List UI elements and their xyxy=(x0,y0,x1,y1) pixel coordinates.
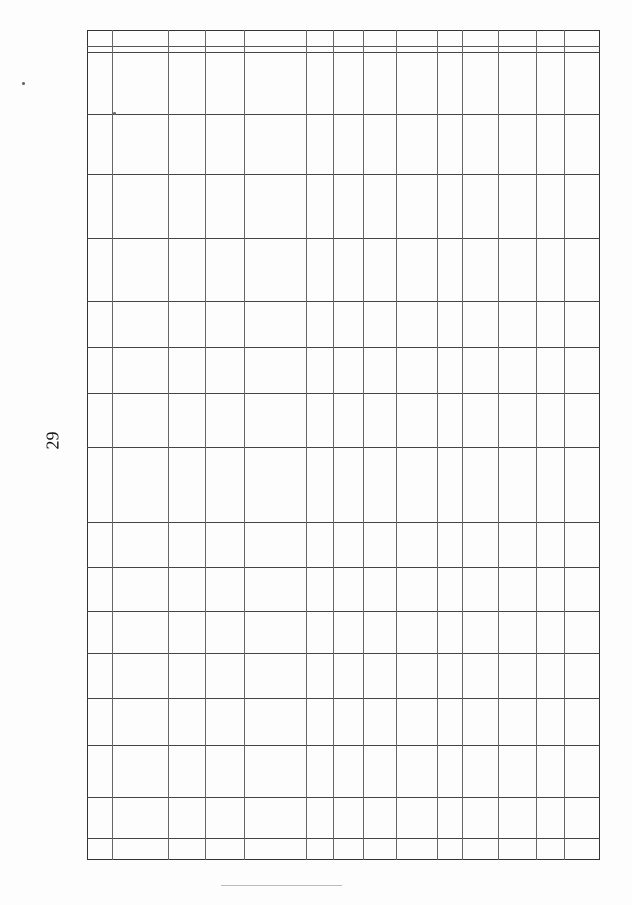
table-column-divider xyxy=(168,30,169,860)
table-row-divider xyxy=(87,611,600,612)
table-row-divider xyxy=(87,52,600,53)
table-column-divider xyxy=(396,30,397,860)
table-row-divider xyxy=(87,797,600,798)
table-column-divider xyxy=(462,30,463,860)
table-row-divider xyxy=(87,745,600,746)
table-column-divider xyxy=(333,30,334,860)
table-column-divider xyxy=(437,30,438,860)
table-row-divider xyxy=(87,838,600,839)
table-row-divider xyxy=(87,347,600,348)
column-number-strip xyxy=(87,30,600,47)
table-row-divider xyxy=(87,698,600,699)
page-number: 29 xyxy=(42,431,63,450)
scan-speck xyxy=(113,112,116,115)
scan-line xyxy=(221,885,342,886)
table-row-divider xyxy=(87,114,600,115)
budget-table xyxy=(87,30,600,860)
table-row-divider xyxy=(87,522,600,523)
table-column-divider xyxy=(536,30,537,860)
table-column-divider xyxy=(306,30,307,860)
table-row-divider xyxy=(87,393,600,394)
table-column-divider xyxy=(564,30,565,860)
table-row-divider xyxy=(87,567,600,568)
table-row-divider xyxy=(87,238,600,239)
table-column-divider xyxy=(112,30,113,860)
table-column-divider xyxy=(363,30,364,860)
table-row-divider xyxy=(87,174,600,175)
table-column-divider xyxy=(498,30,499,860)
table-column-divider xyxy=(205,30,206,860)
scan-speck xyxy=(22,82,25,85)
table-row-divider xyxy=(87,301,600,302)
table-row-divider xyxy=(87,447,600,448)
table-row-divider xyxy=(87,653,600,654)
table-column-divider xyxy=(244,30,245,860)
